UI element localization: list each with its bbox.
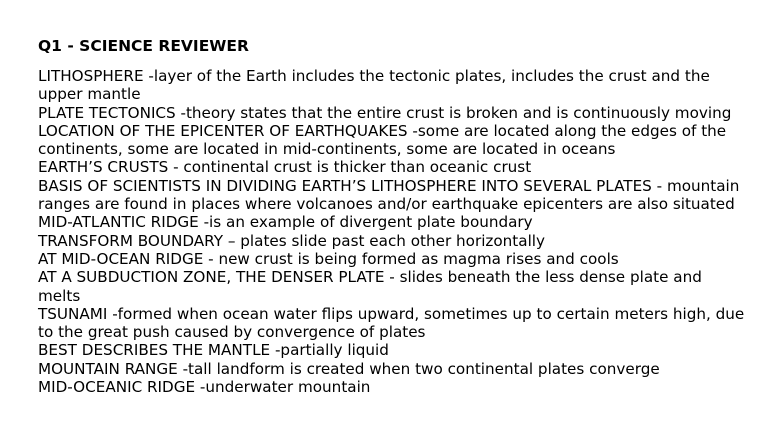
entry-lithosphere: LITHOSPHERE -layer of the Earth includes the tectonic plates, includes the crust and the upper mantle [38,67,710,104]
entry-tsunami: TSUNAMI -formed when ocean water flips upward, sometimes up to certain meters high, due to the great push caused by convergence of plates [38,304,745,342]
entry-mountain-range: MOUNTAIN RANGE -tall landform is created when two continental plates converge [38,359,660,378]
entry-transform-boundary: TRANSFORM BOUNDARY – plates slide past each other horizontally [38,231,545,250]
reviewer-entries [38,67,746,396]
entry-mid-oceanic-ridge: MID-OCEANIC RIDGE -underwater mountain [38,378,371,397]
entry-subduction-zone: AT A SUBDUCTION ZONE, THE DENSER PLATE - slides beneath the less dense plate and melts [38,268,702,305]
entry-mid-ocean-ridge: AT MID-OCEAN RIDGE - new crust is being formed as magma rises and cools [38,249,619,268]
entry-mid-atlantic-ridge: MID-ATLANTIC RIDGE -is an example of divergent plate boundary [38,213,533,232]
entry-mantle: BEST DESCRIBES THE MANTLE -partially liquid [38,341,389,360]
document-content [38,37,746,396]
page-title: Q1 - SCIENCE REVIEWER [38,37,249,55]
entry-basis-of-plates: BASIS OF SCIENTISTS IN DIVIDING EARTH’S LITHOSPHERE INTO SEVERAL PLATES - mountain ranges are found in places where volcanoes and/or earthquake epicenters are also situated [38,176,740,214]
entry-plate-tectonics: PLATE TECTONICS -theory states that the entire crust is broken and is continuously moving [38,103,732,122]
entry-epicenter-location: LOCATION OF THE EPICENTER OF EARTHQUAKES -some are located along the edges of the continents, some are located in mid-continents, some are located in oceans [38,121,727,159]
entry-earths-crusts: EARTH’S CRUSTS - continental crust is thicker than oceanic crust [38,158,532,177]
